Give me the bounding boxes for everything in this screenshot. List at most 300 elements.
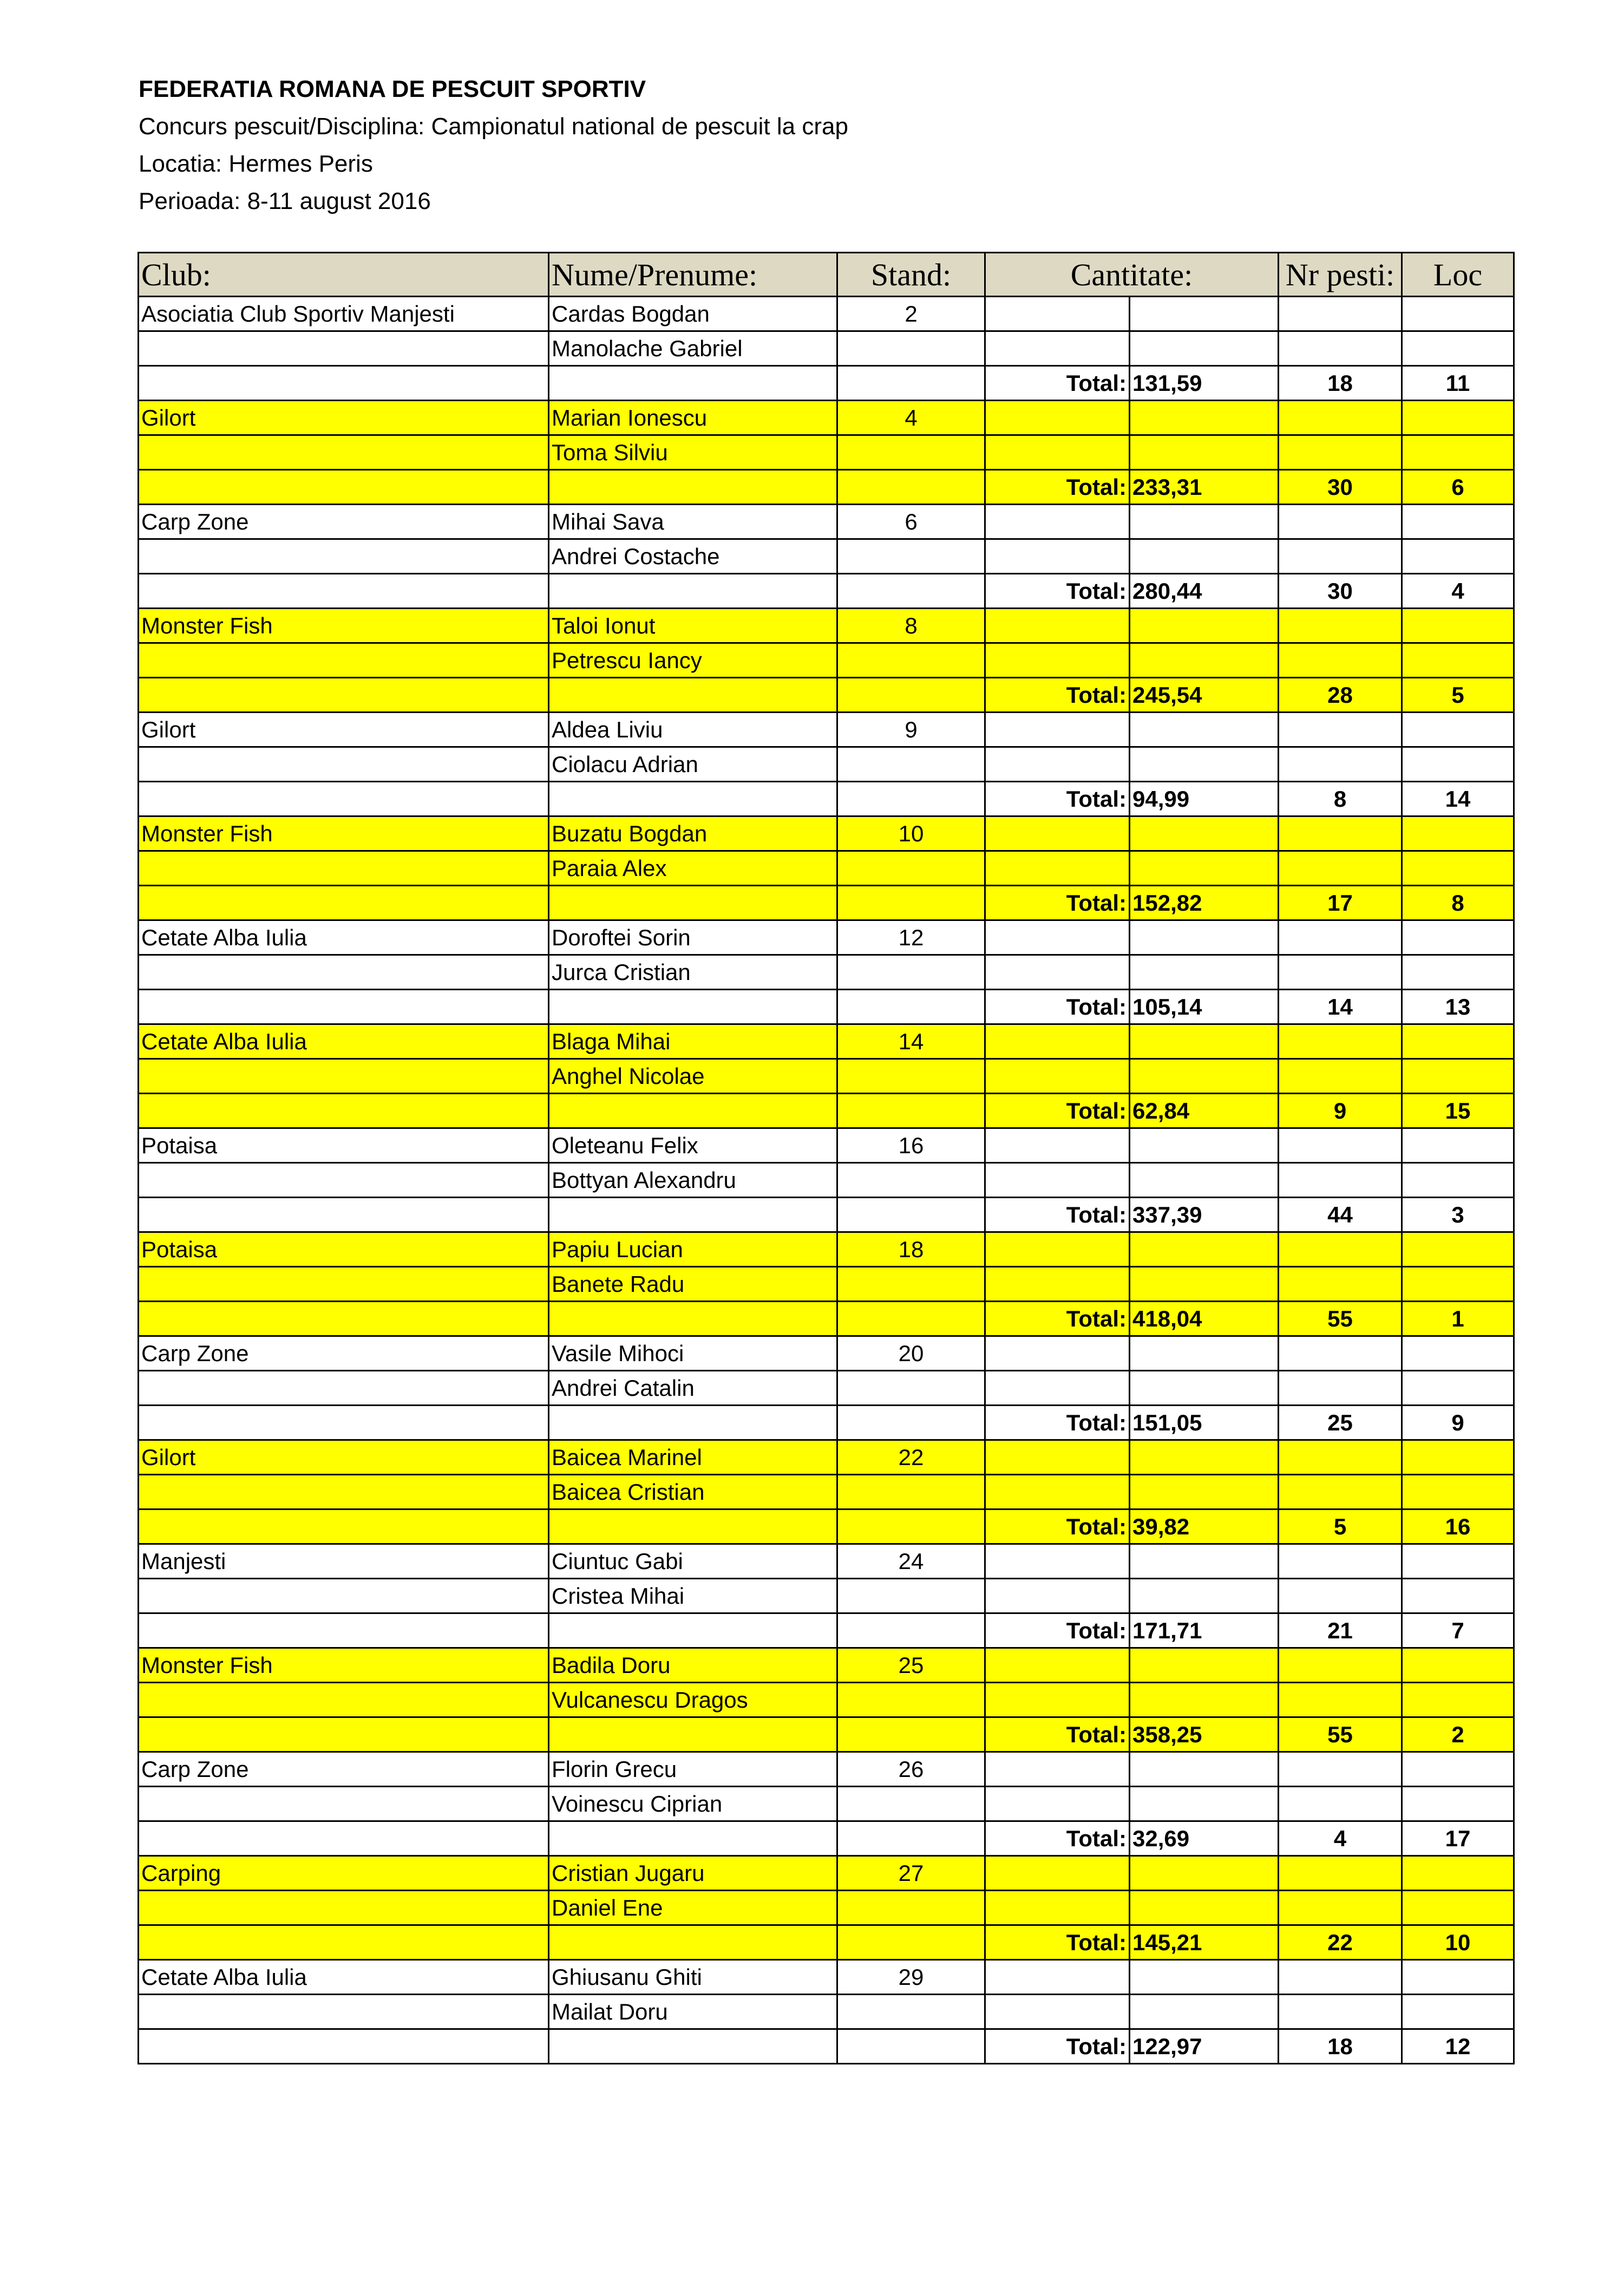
- empty-cell: [1130, 851, 1279, 886]
- competition-line: Concurs pescuit/Disciplina: Campionatul national de pescuit la crap: [139, 113, 848, 140]
- member-name-cell: Doroftei Sorin: [549, 920, 837, 955]
- empty-cell: [1279, 1579, 1402, 1613]
- empty-cell: [1279, 1163, 1402, 1198]
- team-row-primary: [139, 1752, 1514, 1787]
- empty-cell: [1402, 1475, 1514, 1510]
- total-label-cell: Total:: [985, 1613, 1130, 1648]
- member-name-cell: Toma Silviu: [549, 435, 837, 470]
- nr-pesti-cell: 4: [1279, 1821, 1402, 1856]
- empty-cell: [1130, 1059, 1279, 1094]
- empty-cell: [985, 1267, 1130, 1302]
- stand-cell: 9: [837, 713, 985, 747]
- total-value-cell: 152,82: [1130, 886, 1279, 920]
- empty-cell: [139, 1163, 549, 1198]
- empty-cell: [985, 1891, 1130, 1925]
- member-name-cell: Baicea Marinel: [549, 1440, 837, 1475]
- empty-cell: [1130, 1683, 1279, 1717]
- team-total-row: [139, 1510, 1514, 1544]
- team-row-primary: [139, 1232, 1514, 1267]
- empty-cell: [1279, 331, 1402, 366]
- stand-column-header: Stand:: [837, 253, 985, 297]
- federation-title: FEDERATIA ROMANA DE PESCUIT SPORTIV: [139, 76, 646, 102]
- empty-cell: [1130, 1648, 1279, 1683]
- stand-cell: 27: [837, 1856, 985, 1891]
- empty-cell: [1279, 920, 1402, 955]
- empty-cell: [1130, 920, 1279, 955]
- empty-cell: [1402, 297, 1514, 331]
- empty-cell: [1130, 609, 1279, 643]
- empty-cell: [139, 1406, 549, 1440]
- team-row-primary: [139, 1544, 1514, 1579]
- empty-cell: [985, 1024, 1130, 1059]
- club-cell: Monster Fish: [139, 609, 549, 643]
- team-total-row: [139, 678, 1514, 713]
- empty-cell: [549, 1925, 837, 1960]
- empty-cell: [1402, 1232, 1514, 1267]
- nr-pesti-cell: 18: [1279, 366, 1402, 401]
- loc-cell: 8: [1402, 886, 1514, 920]
- empty-cell: [1402, 955, 1514, 990]
- total-label-cell: Total:: [985, 2029, 1130, 2064]
- team-row-secondary: [139, 1163, 1514, 1198]
- stand-cell: 25: [837, 1648, 985, 1683]
- team-row-secondary: [139, 1995, 1514, 2029]
- period-line: Perioada: 8-11 august 2016: [139, 188, 431, 214]
- nr-pesti-cell: 21: [1279, 1613, 1402, 1648]
- member-name-cell: Badila Doru: [549, 1648, 837, 1683]
- empty-cell: [985, 1752, 1130, 1787]
- team-total-row: [139, 886, 1514, 920]
- empty-cell: [837, 1787, 985, 1821]
- empty-cell: [1130, 297, 1279, 331]
- empty-cell: [985, 920, 1130, 955]
- team-row-primary: [139, 1440, 1514, 1475]
- nr-pesti-cell: 44: [1279, 1198, 1402, 1232]
- empty-cell: [1279, 1960, 1402, 1995]
- stand-cell: 24: [837, 1544, 985, 1579]
- empty-cell: [1279, 401, 1402, 435]
- nr-pesti-column-header: Nr pesti:: [1279, 253, 1402, 297]
- total-label-cell: Total:: [985, 1406, 1130, 1440]
- loc-cell: 10: [1402, 1925, 1514, 1960]
- empty-cell: [1130, 1579, 1279, 1613]
- club-cell: Carp Zone: [139, 1752, 549, 1787]
- empty-cell: [1279, 1648, 1402, 1683]
- member-name-cell: Cristea Mihai: [549, 1579, 837, 1613]
- empty-cell: [837, 1579, 985, 1613]
- empty-cell: [1402, 1336, 1514, 1371]
- team-row-primary: [139, 713, 1514, 747]
- team-total-row: [139, 366, 1514, 401]
- member-name-cell: Jurca Cristian: [549, 955, 837, 990]
- empty-cell: [1279, 816, 1402, 851]
- stand-cell: 14: [837, 1024, 985, 1059]
- total-label-cell: Total:: [985, 1198, 1130, 1232]
- empty-cell: [1402, 505, 1514, 539]
- club-cell: Carping: [139, 1856, 549, 1891]
- empty-cell: [1279, 643, 1402, 678]
- empty-cell: [1402, 920, 1514, 955]
- club-cell: Gilort: [139, 1440, 549, 1475]
- empty-cell: [1279, 505, 1402, 539]
- empty-cell: [985, 331, 1130, 366]
- team-row-secondary: [139, 1475, 1514, 1510]
- club-cell: Carp Zone: [139, 1336, 549, 1371]
- empty-cell: [1279, 1128, 1402, 1163]
- total-value-cell: 105,14: [1130, 990, 1279, 1024]
- empty-cell: [985, 297, 1130, 331]
- total-label-cell: Total:: [985, 1302, 1130, 1336]
- empty-cell: [1402, 816, 1514, 851]
- empty-cell: [139, 851, 549, 886]
- member-name-cell: Taloi Ionut: [549, 609, 837, 643]
- club-cell: Carp Zone: [139, 505, 549, 539]
- member-name-cell: Aldea Liviu: [549, 713, 837, 747]
- empty-cell: [1279, 955, 1402, 990]
- club-cell: Gilort: [139, 401, 549, 435]
- empty-cell: [837, 331, 985, 366]
- empty-cell: [837, 678, 985, 713]
- empty-cell: [1279, 1371, 1402, 1406]
- member-name-cell: Voinescu Ciprian: [549, 1787, 837, 1821]
- total-label-cell: Total:: [985, 990, 1130, 1024]
- empty-cell: [1279, 1059, 1402, 1094]
- empty-cell: [837, 1094, 985, 1128]
- total-label-cell: Total:: [985, 574, 1130, 609]
- empty-cell: [549, 1717, 837, 1752]
- total-value-cell: 151,05: [1130, 1406, 1279, 1440]
- member-name-cell: Buzatu Bogdan: [549, 816, 837, 851]
- team-total-row: [139, 1613, 1514, 1648]
- total-label-cell: Total:: [985, 470, 1130, 505]
- loc-cell: 2: [1402, 1717, 1514, 1752]
- total-label-cell: Total:: [985, 782, 1130, 816]
- team-row-secondary: [139, 1579, 1514, 1613]
- stand-cell: 8: [837, 609, 985, 643]
- empty-cell: [1279, 1544, 1402, 1579]
- empty-cell: [1402, 1960, 1514, 1995]
- total-value-cell: 337,39: [1130, 1198, 1279, 1232]
- empty-cell: [1402, 1891, 1514, 1925]
- empty-cell: [837, 851, 985, 886]
- loc-cell: 9: [1402, 1406, 1514, 1440]
- empty-cell: [139, 574, 549, 609]
- empty-cell: [985, 1856, 1130, 1891]
- empty-cell: [1130, 539, 1279, 574]
- empty-cell: [1402, 1267, 1514, 1302]
- empty-cell: [139, 782, 549, 816]
- empty-cell: [139, 1787, 549, 1821]
- total-value-cell: 280,44: [1130, 574, 1279, 609]
- empty-cell: [837, 470, 985, 505]
- stand-cell: 6: [837, 505, 985, 539]
- empty-cell: [139, 1925, 549, 1960]
- empty-cell: [549, 1198, 837, 1232]
- empty-cell: [139, 678, 549, 713]
- empty-cell: [139, 990, 549, 1024]
- empty-cell: [985, 1648, 1130, 1683]
- empty-cell: [985, 851, 1130, 886]
- club-cell: Asociatia Club Sportiv Manjesti: [139, 297, 549, 331]
- team-total-row: [139, 1925, 1514, 1960]
- empty-cell: [549, 678, 837, 713]
- empty-cell: [1130, 1995, 1279, 2029]
- empty-cell: [1130, 1440, 1279, 1475]
- stand-cell: 20: [837, 1336, 985, 1371]
- empty-cell: [139, 643, 549, 678]
- empty-cell: [985, 1371, 1130, 1406]
- team-total-row: [139, 1406, 1514, 1440]
- empty-cell: [837, 1163, 985, 1198]
- empty-cell: [985, 1544, 1130, 1579]
- nr-pesti-cell: 28: [1279, 678, 1402, 713]
- loc-cell: 4: [1402, 574, 1514, 609]
- loc-column-header: Loc: [1402, 253, 1514, 297]
- loc-cell: 5: [1402, 678, 1514, 713]
- member-name-cell: Cristian Jugaru: [549, 1856, 837, 1891]
- empty-cell: [985, 1232, 1130, 1267]
- total-value-cell: 233,31: [1130, 470, 1279, 505]
- empty-cell: [1402, 539, 1514, 574]
- empty-cell: [837, 955, 985, 990]
- total-value-cell: 171,71: [1130, 1613, 1279, 1648]
- empty-cell: [1279, 1995, 1402, 2029]
- stand-cell: 29: [837, 1960, 985, 1995]
- nr-pesti-cell: 30: [1279, 574, 1402, 609]
- club-column-header: Club:: [139, 253, 549, 297]
- club-cell: Manjesti: [139, 1544, 549, 1579]
- member-name-cell: Banete Radu: [549, 1267, 837, 1302]
- total-value-cell: 245,54: [1130, 678, 1279, 713]
- nr-pesti-cell: 55: [1279, 1302, 1402, 1336]
- empty-cell: [1279, 713, 1402, 747]
- total-label-cell: Total:: [985, 366, 1130, 401]
- empty-cell: [985, 1995, 1130, 2029]
- empty-cell: [1130, 747, 1279, 782]
- empty-cell: [1279, 1787, 1402, 1821]
- empty-cell: [985, 609, 1130, 643]
- empty-cell: [1402, 1752, 1514, 1787]
- empty-cell: [139, 1475, 549, 1510]
- empty-cell: [139, 1821, 549, 1856]
- empty-cell: [1402, 851, 1514, 886]
- empty-cell: [985, 539, 1130, 574]
- team-row-secondary: [139, 1683, 1514, 1717]
- team-total-row: [139, 1198, 1514, 1232]
- empty-cell: [549, 782, 837, 816]
- empty-cell: [837, 643, 985, 678]
- member-name-cell: Mihai Sava: [549, 505, 837, 539]
- empty-cell: [549, 1406, 837, 1440]
- empty-cell: [837, 1683, 985, 1717]
- stand-cell: 26: [837, 1752, 985, 1787]
- team-row-primary: [139, 816, 1514, 851]
- table-header-row: [139, 253, 1514, 297]
- empty-cell: [985, 401, 1130, 435]
- nr-pesti-cell: 8: [1279, 782, 1402, 816]
- empty-cell: [139, 539, 549, 574]
- empty-cell: [1130, 1891, 1279, 1925]
- team-total-row: [139, 1094, 1514, 1128]
- empty-cell: [549, 990, 837, 1024]
- team-row-secondary: [139, 331, 1514, 366]
- empty-cell: [1130, 1267, 1279, 1302]
- empty-cell: [1402, 713, 1514, 747]
- empty-cell: [549, 470, 837, 505]
- empty-cell: [1402, 1995, 1514, 2029]
- loc-cell: 11: [1402, 366, 1514, 401]
- empty-cell: [985, 1960, 1130, 1995]
- empty-cell: [549, 1510, 837, 1544]
- empty-cell: [1279, 1024, 1402, 1059]
- team-row-secondary: [139, 643, 1514, 678]
- empty-cell: [837, 990, 985, 1024]
- empty-cell: [1402, 747, 1514, 782]
- empty-cell: [985, 1787, 1130, 1821]
- member-name-cell: Oleteanu Felix: [549, 1128, 837, 1163]
- nr-pesti-cell: 30: [1279, 470, 1402, 505]
- empty-cell: [837, 1995, 985, 2029]
- nr-pesti-cell: 25: [1279, 1406, 1402, 1440]
- empty-cell: [1130, 1336, 1279, 1371]
- empty-cell: [139, 366, 549, 401]
- club-cell: Monster Fish: [139, 816, 549, 851]
- team-row-secondary: [139, 1787, 1514, 1821]
- empty-cell: [985, 643, 1130, 678]
- stand-cell: 10: [837, 816, 985, 851]
- empty-cell: [1402, 1856, 1514, 1891]
- nr-pesti-cell: 55: [1279, 1717, 1402, 1752]
- empty-cell: [139, 1717, 549, 1752]
- empty-cell: [139, 1510, 549, 1544]
- team-row-secondary: [139, 1371, 1514, 1406]
- empty-cell: [139, 1613, 549, 1648]
- empty-cell: [549, 2029, 837, 2064]
- empty-cell: [139, 1302, 549, 1336]
- club-cell: Potaisa: [139, 1232, 549, 1267]
- empty-cell: [1402, 331, 1514, 366]
- empty-cell: [1279, 1683, 1402, 1717]
- member-name-cell: Petrescu Iancy: [549, 643, 837, 678]
- team-row-primary: [139, 505, 1514, 539]
- member-name-cell: Cardas Bogdan: [549, 297, 837, 331]
- empty-cell: [837, 1475, 985, 1510]
- empty-cell: [1402, 609, 1514, 643]
- team-total-row: [139, 1717, 1514, 1752]
- member-name-cell: Baicea Cristian: [549, 1475, 837, 1510]
- team-row-primary: [139, 1128, 1514, 1163]
- empty-cell: [1130, 435, 1279, 470]
- empty-cell: [549, 1613, 837, 1648]
- team-row-secondary: [139, 747, 1514, 782]
- empty-cell: [139, 331, 549, 366]
- empty-cell: [1402, 1648, 1514, 1683]
- club-cell: Cetate Alba Iulia: [139, 1960, 549, 1995]
- empty-cell: [837, 366, 985, 401]
- empty-cell: [1279, 1475, 1402, 1510]
- total-value-cell: 131,59: [1130, 366, 1279, 401]
- member-name-cell: Ghiusanu Ghiti: [549, 1960, 837, 1995]
- total-label-cell: Total:: [985, 1717, 1130, 1752]
- member-name-cell: Ciolacu Adrian: [549, 747, 837, 782]
- empty-cell: [1130, 1787, 1279, 1821]
- team-row-secondary: [139, 1059, 1514, 1094]
- empty-cell: [549, 1094, 837, 1128]
- empty-cell: [549, 1821, 837, 1856]
- empty-cell: [549, 574, 837, 609]
- empty-cell: [139, 470, 549, 505]
- empty-cell: [1279, 297, 1402, 331]
- loc-cell: 12: [1402, 2029, 1514, 2064]
- member-name-cell: Manolache Gabriel: [549, 331, 837, 366]
- empty-cell: [1402, 1579, 1514, 1613]
- total-label-cell: Total:: [985, 1821, 1130, 1856]
- empty-cell: [1402, 1371, 1514, 1406]
- empty-cell: [985, 1336, 1130, 1371]
- member-name-cell: Daniel Ene: [549, 1891, 837, 1925]
- member-name-cell: Anghel Nicolae: [549, 1059, 837, 1094]
- empty-cell: [549, 366, 837, 401]
- total-label-cell: Total:: [985, 886, 1130, 920]
- empty-cell: [837, 539, 985, 574]
- empty-cell: [139, 1891, 549, 1925]
- empty-cell: [1402, 1128, 1514, 1163]
- team-row-primary: [139, 401, 1514, 435]
- team-row-primary: [139, 1024, 1514, 1059]
- empty-cell: [985, 505, 1130, 539]
- empty-cell: [985, 1163, 1130, 1198]
- empty-cell: [1130, 1371, 1279, 1406]
- team-row-secondary: [139, 435, 1514, 470]
- total-value-cell: 32,69: [1130, 1821, 1279, 1856]
- member-name-cell: Ciuntuc Gabi: [549, 1544, 837, 1579]
- total-value-cell: 145,21: [1130, 1925, 1279, 1960]
- total-value-cell: 94,99: [1130, 782, 1279, 816]
- location-line: Locatia: Hermes Peris: [139, 151, 373, 177]
- empty-cell: [1130, 1024, 1279, 1059]
- stand-cell: 22: [837, 1440, 985, 1475]
- empty-cell: [1130, 1856, 1279, 1891]
- team-row-primary: [139, 920, 1514, 955]
- member-name-cell: Florin Grecu: [549, 1752, 837, 1787]
- document-header: [139, 70, 848, 220]
- empty-cell: [1130, 1232, 1279, 1267]
- club-cell: Cetate Alba Iulia: [139, 1024, 549, 1059]
- empty-cell: [1279, 747, 1402, 782]
- member-name-cell: Vulcanescu Dragos: [549, 1683, 837, 1717]
- empty-cell: [549, 1302, 837, 1336]
- empty-cell: [1130, 1475, 1279, 1510]
- empty-cell: [139, 1371, 549, 1406]
- empty-cell: [837, 435, 985, 470]
- empty-cell: [1279, 1232, 1402, 1267]
- empty-cell: [1130, 1960, 1279, 1995]
- loc-cell: 1: [1402, 1302, 1514, 1336]
- empty-cell: [1279, 851, 1402, 886]
- member-name-cell: Bottyan Alexandru: [549, 1163, 837, 1198]
- empty-cell: [1130, 643, 1279, 678]
- club-cell: Gilort: [139, 713, 549, 747]
- empty-cell: [1279, 435, 1402, 470]
- empty-cell: [837, 1302, 985, 1336]
- cantitate-column-header: Cantitate:: [985, 253, 1279, 297]
- empty-cell: [985, 1128, 1130, 1163]
- empty-cell: [139, 1267, 549, 1302]
- loc-cell: 14: [1402, 782, 1514, 816]
- empty-cell: [837, 1406, 985, 1440]
- empty-cell: [1402, 1787, 1514, 1821]
- team-row-secondary: [139, 851, 1514, 886]
